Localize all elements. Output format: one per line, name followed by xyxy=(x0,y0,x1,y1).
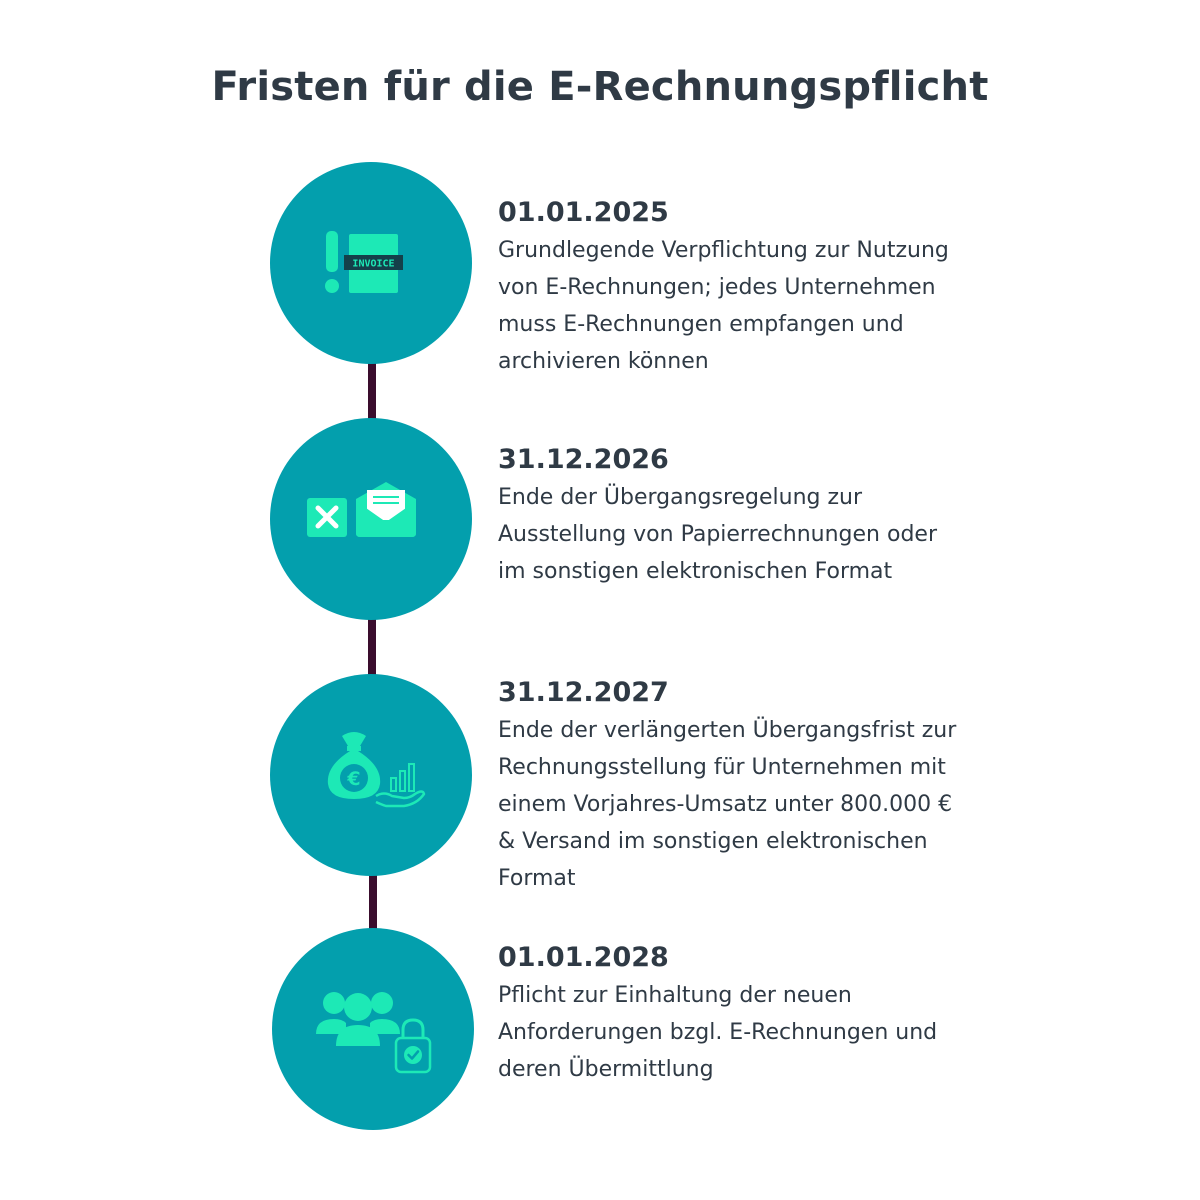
timeline-description: Ende der Übergangsregelung zur Ausstellung von Papierrechnungen oder im sonstigen elektronischen Format xyxy=(498,485,938,584)
svg-text:€: € xyxy=(347,768,361,790)
timeline-date: 01.01.2025 xyxy=(498,197,669,228)
timeline-node-4 xyxy=(272,928,474,1130)
secure-group-icon xyxy=(272,928,474,1130)
timeline-date: 01.01.2028 xyxy=(498,942,669,973)
no-paper-mail-icon xyxy=(270,418,472,620)
timeline-node-2 xyxy=(270,418,472,620)
invoice-alert-icon xyxy=(270,162,472,364)
timeline-node-3 xyxy=(270,674,472,876)
timeline-entry-1 xyxy=(498,196,968,380)
timeline-connector xyxy=(369,874,377,932)
timeline-entry-4 xyxy=(498,941,968,1088)
timeline-entry-2 xyxy=(498,443,968,590)
timeline-date: 31.12.2027 xyxy=(498,677,669,708)
timeline-entry-3 xyxy=(498,676,968,897)
timeline-description: Pflicht zur Einhaltung der neuen Anforderungen bzgl. E-Rechnungen und deren Übermittlung xyxy=(498,983,938,1082)
page-title: Fristen für die E-Rechnungspflicht xyxy=(211,64,989,110)
svg-text:INVOICE: INVOICE xyxy=(352,258,395,270)
timeline-description: Ende der verlängerten Übergangsfrist zur Rechnungsstellung für Unternehmen mit einem Vorjahres-Umsatz unter 800.000 € & Versand im sonstigen elektronischen Format xyxy=(498,718,957,891)
money-bag-growth-icon xyxy=(270,674,472,876)
timeline-connector xyxy=(368,618,376,676)
timeline-connector xyxy=(368,362,376,420)
timeline-description: Grundlegende Verpflichtung zur Nutzung von E-Rechnungen; jedes Unternehmen muss E-Rechnungen empfangen und archivieren können xyxy=(498,238,949,374)
timeline-date: 31.12.2026 xyxy=(498,444,669,475)
timeline-node-1 xyxy=(270,162,472,364)
